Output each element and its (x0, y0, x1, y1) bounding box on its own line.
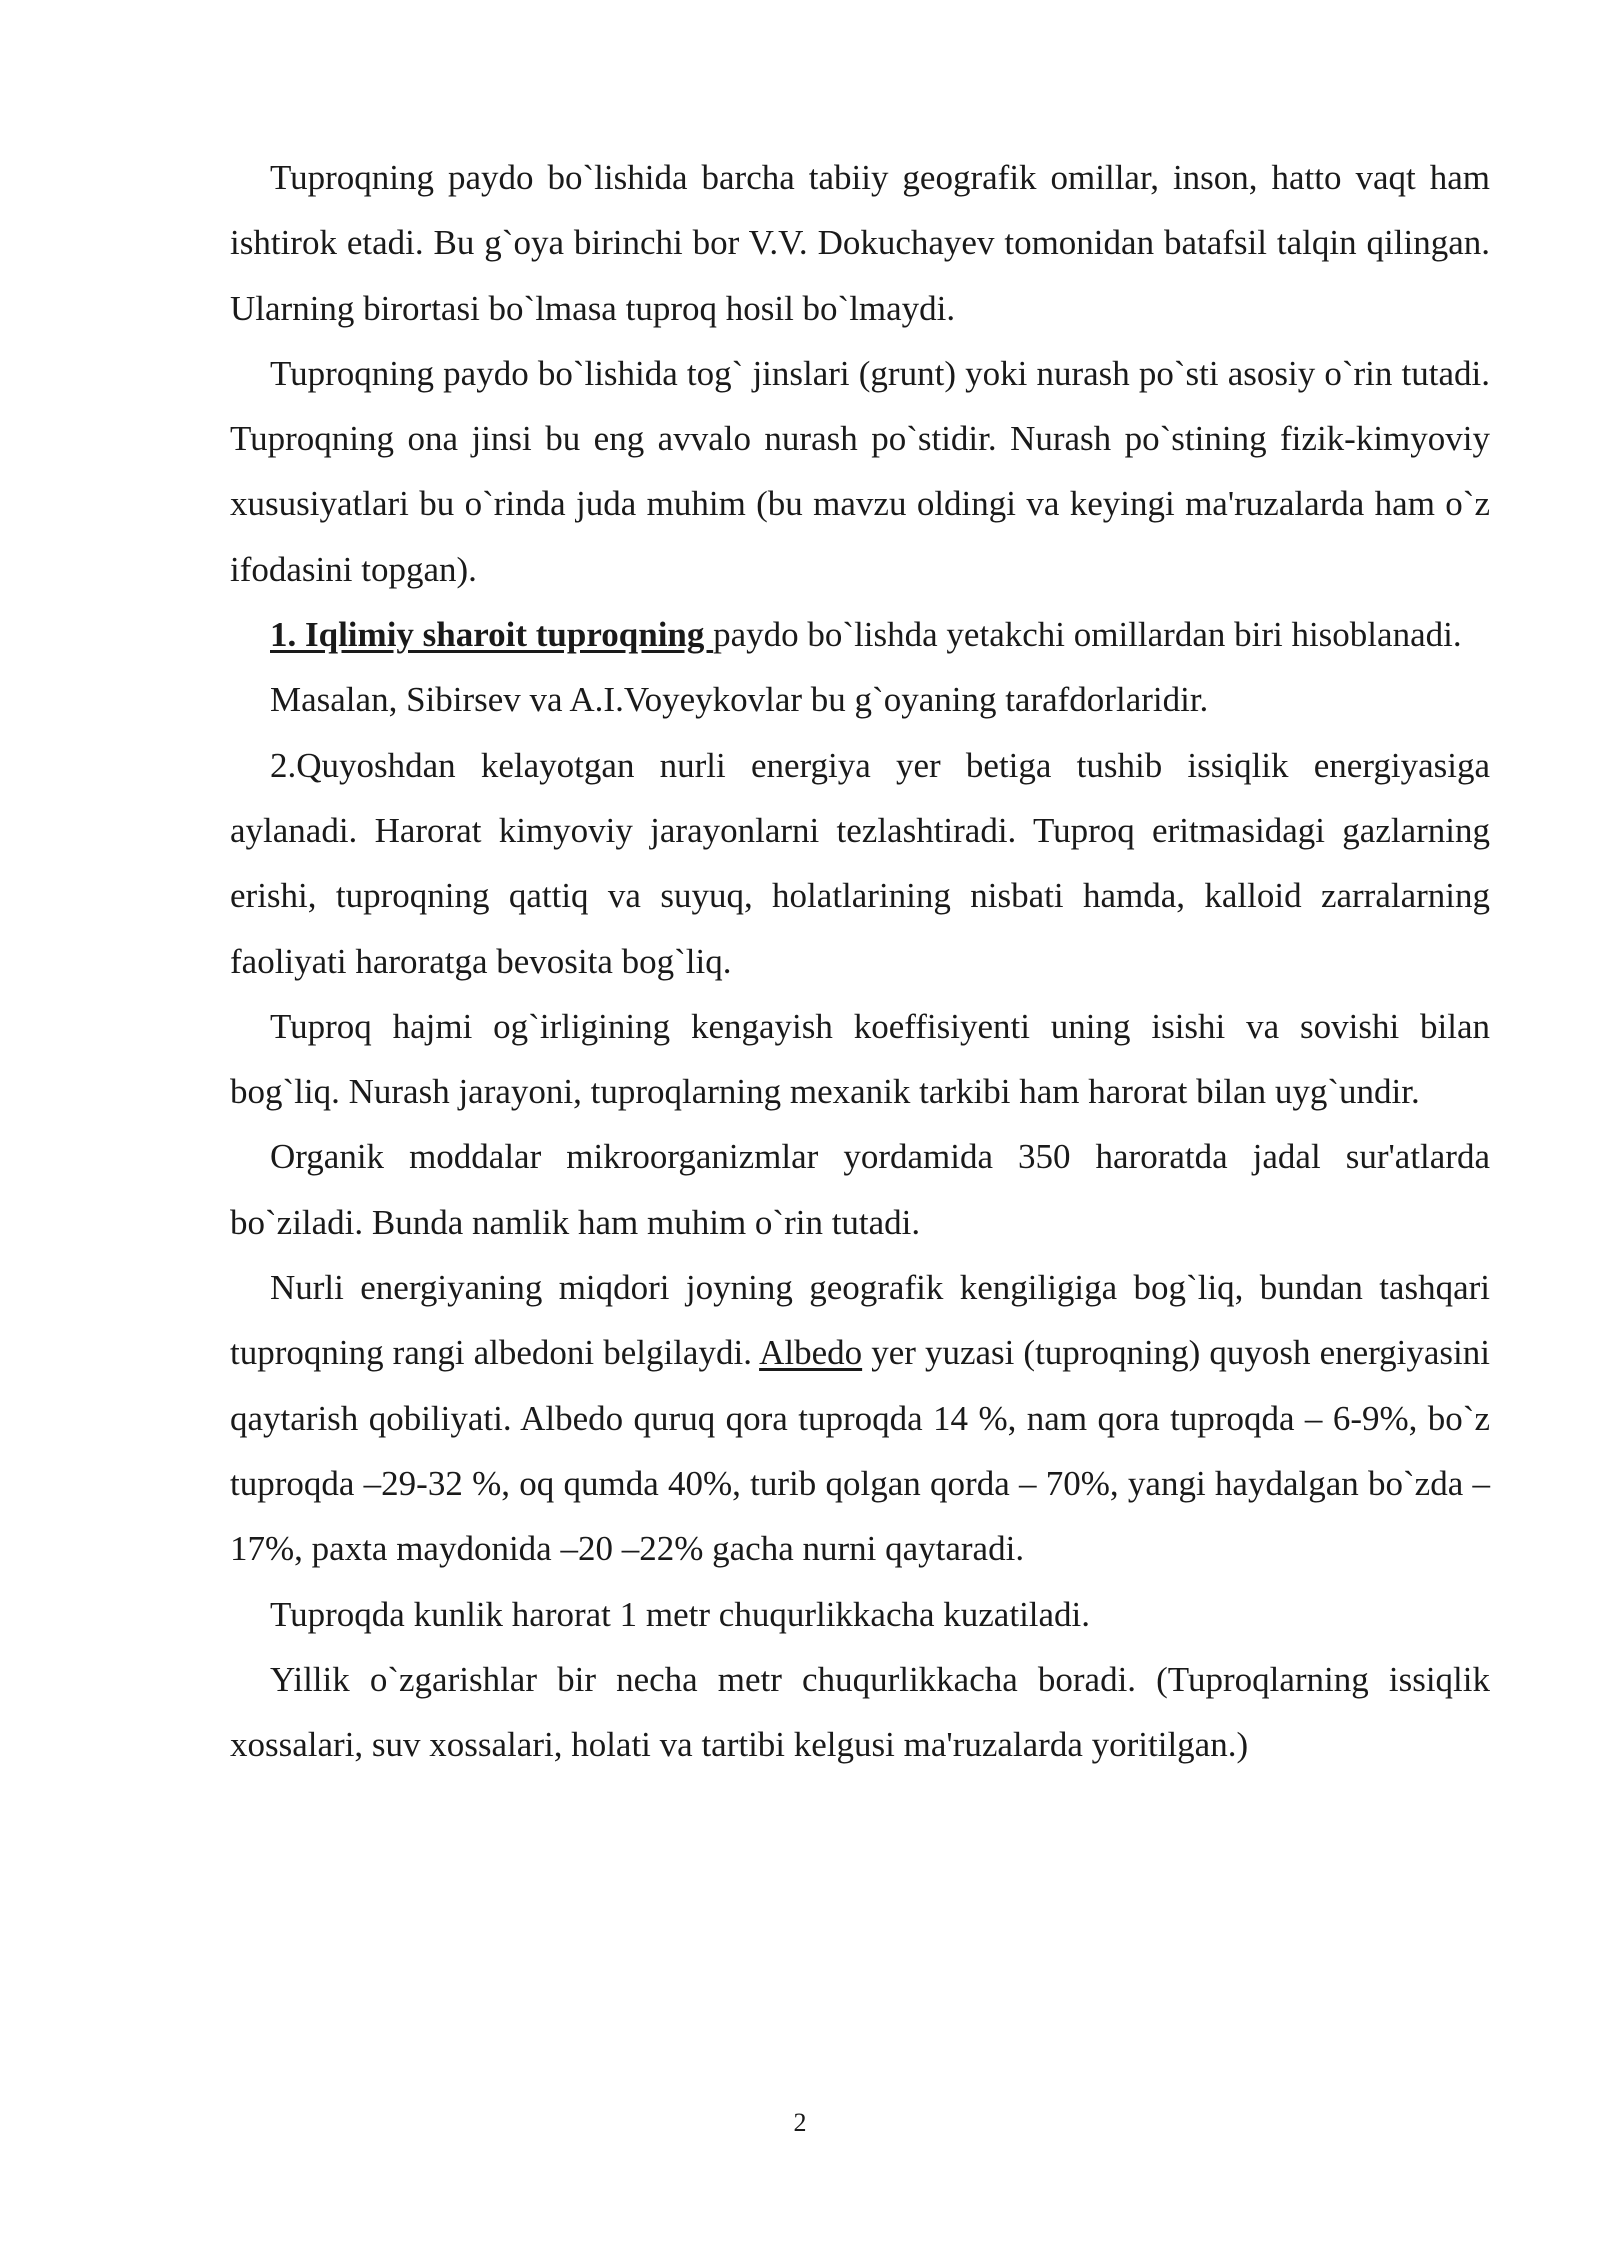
paragraph-solar-energy: 2.Quyoshdan kelayotgan nurli energiya yer betiga tushib issiqlik energiyasiga aylanadi. Harorat kimyoviy jarayonlarni tezlashtiradi. Tuproq eritmasidagi gazlarning erishi, tuproqning qattiq va suyuq, holatlarining nisbati hamda, kalloid zarralarning faoliyati haroratga bevosita bog`liq. (230, 745, 1490, 981)
paragraph-supporters: Masalan, Sibirsev va A.I.Voyeykovlar bu g`oyaning tarafdorlaridir. (270, 680, 1209, 720)
paragraph-climate-conditions (230, 602, 1490, 667)
albedo-details: yer yuzasi (tuproqning) quyosh energiyasini qaytarish qobiliyati. Albedo quruq qora tuproqda 14 %, nam qora tuproqda – 6-9%, bo`z tuproqda –29-32 %, oq qumda 40%, turib qolgan qorda – 70%, yangi haydalgan bo`zda –17%, paxta maydonida –20 –22% gacha nurni qaytaradi. (230, 1333, 1490, 1569)
climate-text: paydo bo`lishda yetakchi omillardan biri hisoblanadi. (713, 615, 1462, 655)
paragraph-daily-temperature: Tuproqda kunlik harorat 1 metr chuqurlikkacha kuzatiladi. (270, 1594, 1091, 1634)
albedo-intro: Nurli energiyaning miqdori joyning geografik kengiligiga bog`liq, bundan tashqari tuproqning rangi albedoni belgilaydi. (230, 1268, 1490, 1373)
paragraph-parent-rock: Tuproqning paydo bo`lishida tog` jinslari (grunt) yoki nurash po`sti asosiy o`rin tutadi. Tuproqning ona jinsi bu eng avvalo nurash po`stidir. Nurash po`stining fizik-kimyoviy xususiyatlari bu o`rinda juda muhim (bu mavzu oldingi va keyingi ma'ruzalarda ham o`z ifodasini topgan). (230, 353, 1490, 589)
climate-heading: 1. Iqlimiy sharoit tuproqning (270, 615, 714, 655)
paragraph-soil-formation-factors: Tuproqning paydo bo`lishida barcha tabiiy geografik omillar, inson, hatto vaqt ham ishtirok etadi. Bu g`oya birinchi bor V.V. Dokuchayev tomonidan batafsil talqin qilingan. Ularning birortasi bo`lmasa tuproq hosil bo`lmaydi. (230, 158, 1490, 328)
albedo-term: Albedo (759, 1333, 863, 1373)
paragraph-organic-matter: Organik moddalar mikroorganizmlar yordamida 350 haroratda jadal sur'atlarda bo`ziladi. Bunda namlik ham muhim o`rin tutadi. (230, 1137, 1490, 1242)
page-number: 2 (793, 2108, 807, 2137)
paragraph-albedo (230, 1255, 1490, 1581)
paragraph-annual-changes: Yillik o`zgarishlar bir necha metr chuqurlikkacha boradi. (Tuproqlarning issiqlik xossalari, suv xossalari, holati va tartibi kelgusi ma'ruzalarda yoritilgan.) (230, 1659, 1490, 1765)
document-page (230, 145, 1490, 1777)
paragraph-soil-volume: Tuproq hajmi og`irligining kengayish koeffisiyenti uning isishi va sovishi bilan bog`liq. Nurash jarayoni, tuproqlarning mexanik tarkibi ham harorat bilan uyg`undir. (230, 1006, 1490, 1112)
